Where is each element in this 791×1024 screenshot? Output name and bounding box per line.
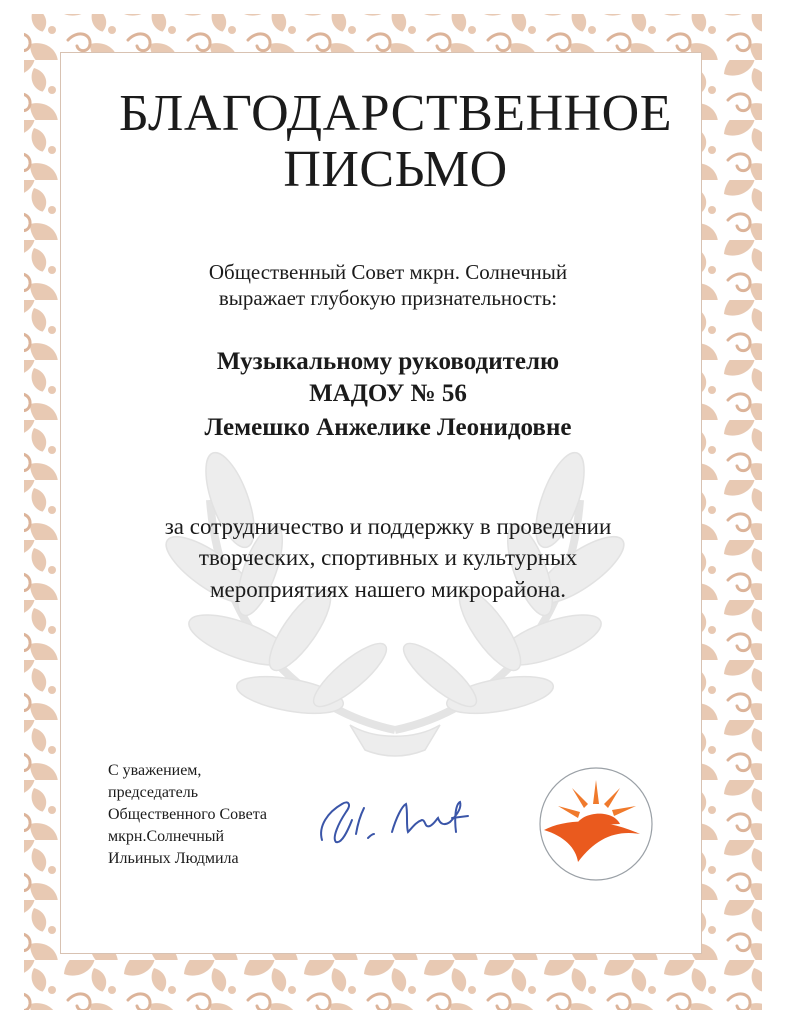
signer-role: председатель [108, 784, 198, 801]
body-line-2: творческих, спортивных и культурных [198, 545, 578, 570]
intro-line-2: выражает глубокую признательность: [218, 286, 558, 310]
recipient-position: Музыкальному руководителю [216, 348, 560, 375]
title-line-2: ПИСЬМО [283, 141, 508, 198]
intro-line-1: Общественный Совет мкрн. Солнечный [208, 260, 568, 284]
signer-name: Ильиных Людмила [108, 850, 239, 867]
signer-district: мкрн.Солнечный [108, 828, 225, 845]
closing-regards: С уважением, [108, 762, 202, 779]
signature-block [108, 760, 267, 870]
body-line-3: мероприятиях нашего микрорайона. [209, 577, 567, 602]
body-line-1: за сотрудничество и поддержку в проведении [164, 514, 612, 539]
handwritten-signature-icon [312, 782, 472, 852]
recipient-organization: МАДОУ № 56 [309, 380, 467, 407]
title-line-1: БЛАГОДАРСТВЕННОЕ [118, 85, 672, 142]
signer-council: Общественного Совета [108, 806, 267, 823]
recipient-name: Лемешко Анжелике Леонидовне [204, 414, 572, 441]
sunrise-logo-icon [536, 764, 656, 884]
